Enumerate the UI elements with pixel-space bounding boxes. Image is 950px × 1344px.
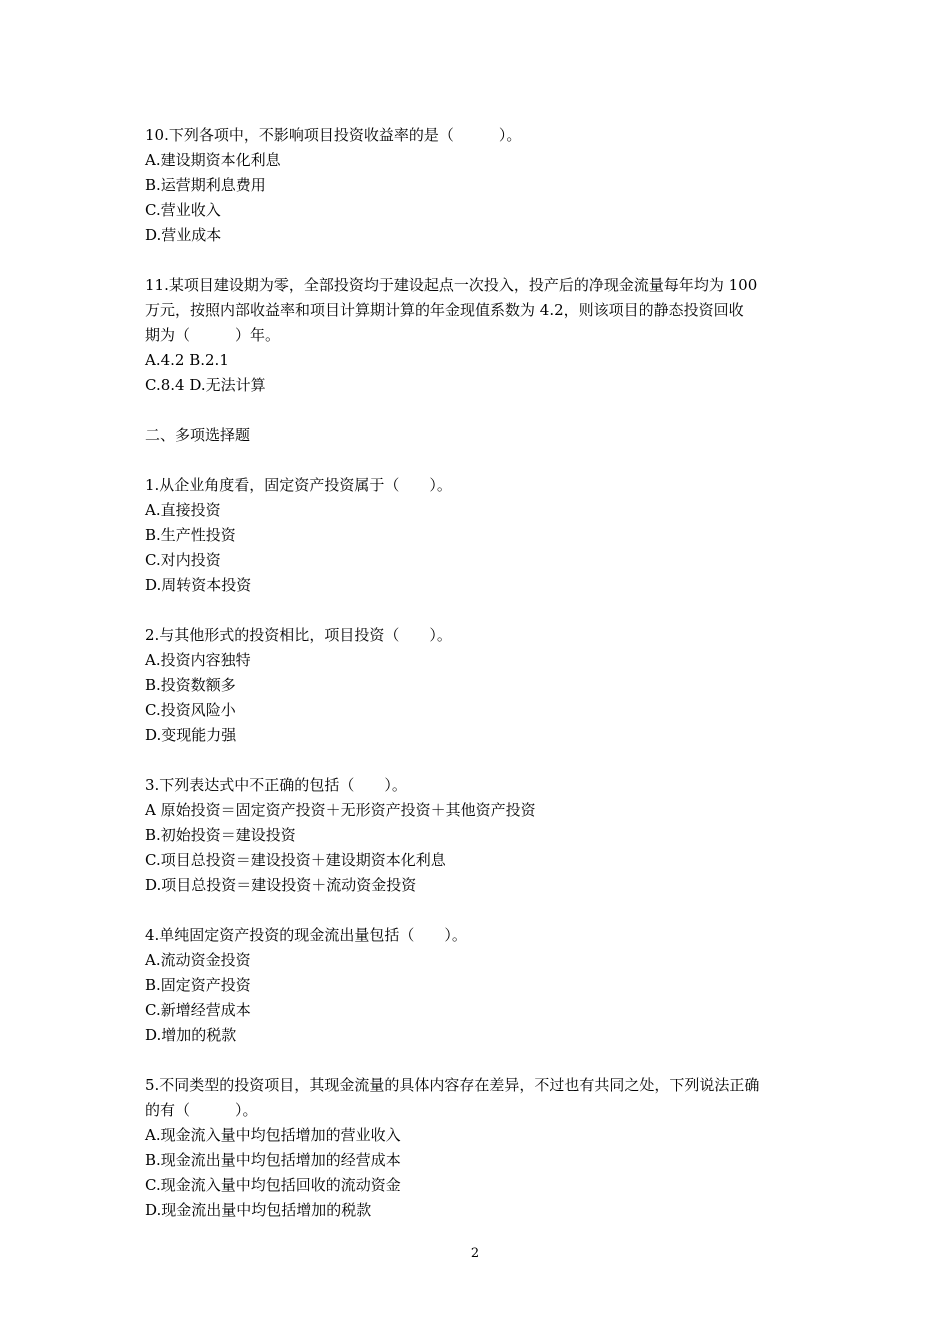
option-a: A.投资内容独特 — [145, 651, 251, 669]
option-d: D.变现能力强 — [145, 726, 237, 744]
question-stem: 1.从企业角度看，固定资产投资属于（ ）。 — [145, 476, 452, 494]
option-b: B.投资数额多 — [145, 676, 236, 694]
question-stem: 3.下列表达式中不正确的包括（ ）。 — [145, 776, 407, 794]
option-a: A.直接投资 — [145, 501, 221, 519]
multi-question-1 — [145, 473, 810, 598]
option-c: C.现金流入量中均包括回收的流动资金 — [145, 1176, 401, 1194]
option-b: B.生产性投资 — [145, 526, 236, 544]
option-d: D.周转资本投资 — [145, 576, 252, 594]
option-a: A.建设期资本化利息 — [145, 151, 281, 169]
spacer — [145, 1048, 810, 1073]
spacer — [145, 248, 810, 273]
multi-question-4 — [145, 923, 810, 1048]
option-c: C.新增经营成本 — [145, 1001, 251, 1019]
option-d: D.增加的税款 — [145, 1026, 237, 1044]
page-content — [145, 123, 810, 1223]
option-a: A.流动资金投资 — [145, 951, 251, 969]
spacer — [145, 398, 810, 423]
page-number: 2 — [470, 1246, 480, 1261]
option-line: C.8.4 D.无法计算 — [145, 376, 266, 394]
option-c: C.项目总投资＝建设投资＋建设期资本化利息 — [145, 851, 446, 869]
option-line: A.4.2 B.2.1 — [145, 351, 229, 369]
question-10 — [145, 123, 810, 248]
spacer — [145, 448, 810, 473]
multi-question-2 — [145, 623, 810, 748]
option-d: D.项目总投资＝建设投资＋流动资金投资 — [145, 876, 417, 894]
question-stem: 4.单纯固定资产投资的现金流出量包括（ ）。 — [145, 926, 467, 944]
option-b: B.固定资产投资 — [145, 976, 251, 994]
option-b: B.运营期利息费用 — [145, 176, 266, 194]
option-c: C.对内投资 — [145, 551, 221, 569]
option-d: D.现金流出量中均包括增加的税款 — [145, 1201, 372, 1219]
question-stem-line: 11.某项目建设期为零，全部投资均于建设起点一次投入，投产后的净现金流量每年均为 100 — [145, 276, 758, 294]
option-c: C.投资风险小 — [145, 701, 236, 719]
option-c: C.营业收入 — [145, 201, 221, 219]
question-stem-line: 期为（ ）年。 — [145, 326, 281, 344]
option-d: D.营业成本 — [145, 226, 222, 244]
question-stem: 2.与其他形式的投资相比，项目投资（ ）。 — [145, 626, 452, 644]
question-11 — [145, 273, 810, 398]
option-a: A.现金流入量中均包括增加的营业收入 — [145, 1126, 401, 1144]
multi-question-3 — [145, 773, 810, 898]
multi-question-5 — [145, 1073, 810, 1223]
question-stem: 10.下列各项中，不影响项目投资收益率的是（ ）。 — [145, 126, 522, 144]
question-stem-line: 5.不同类型的投资项目，其现金流量的具体内容存在差异，不过也有共同之处，下列说法正确 — [145, 1076, 760, 1094]
section-heading: 二、多项选择题 — [145, 426, 251, 444]
question-stem-line: 的有（ ）。 — [145, 1101, 258, 1119]
spacer — [145, 748, 810, 773]
option-b: B.现金流出量中均包括增加的经营成本 — [145, 1151, 401, 1169]
option-a: A 原始投资＝固定资产投资＋无形资产投资＋其他资产投资 — [145, 801, 536, 819]
option-b: B.初始投资＝建设投资 — [145, 826, 296, 844]
spacer — [145, 898, 810, 923]
question-stem-line: 万元，按照内部收益率和项目计算期计算的年金现值系数为 4.2，则该项目的静态投资回收 — [145, 301, 744, 319]
spacer — [145, 598, 810, 623]
